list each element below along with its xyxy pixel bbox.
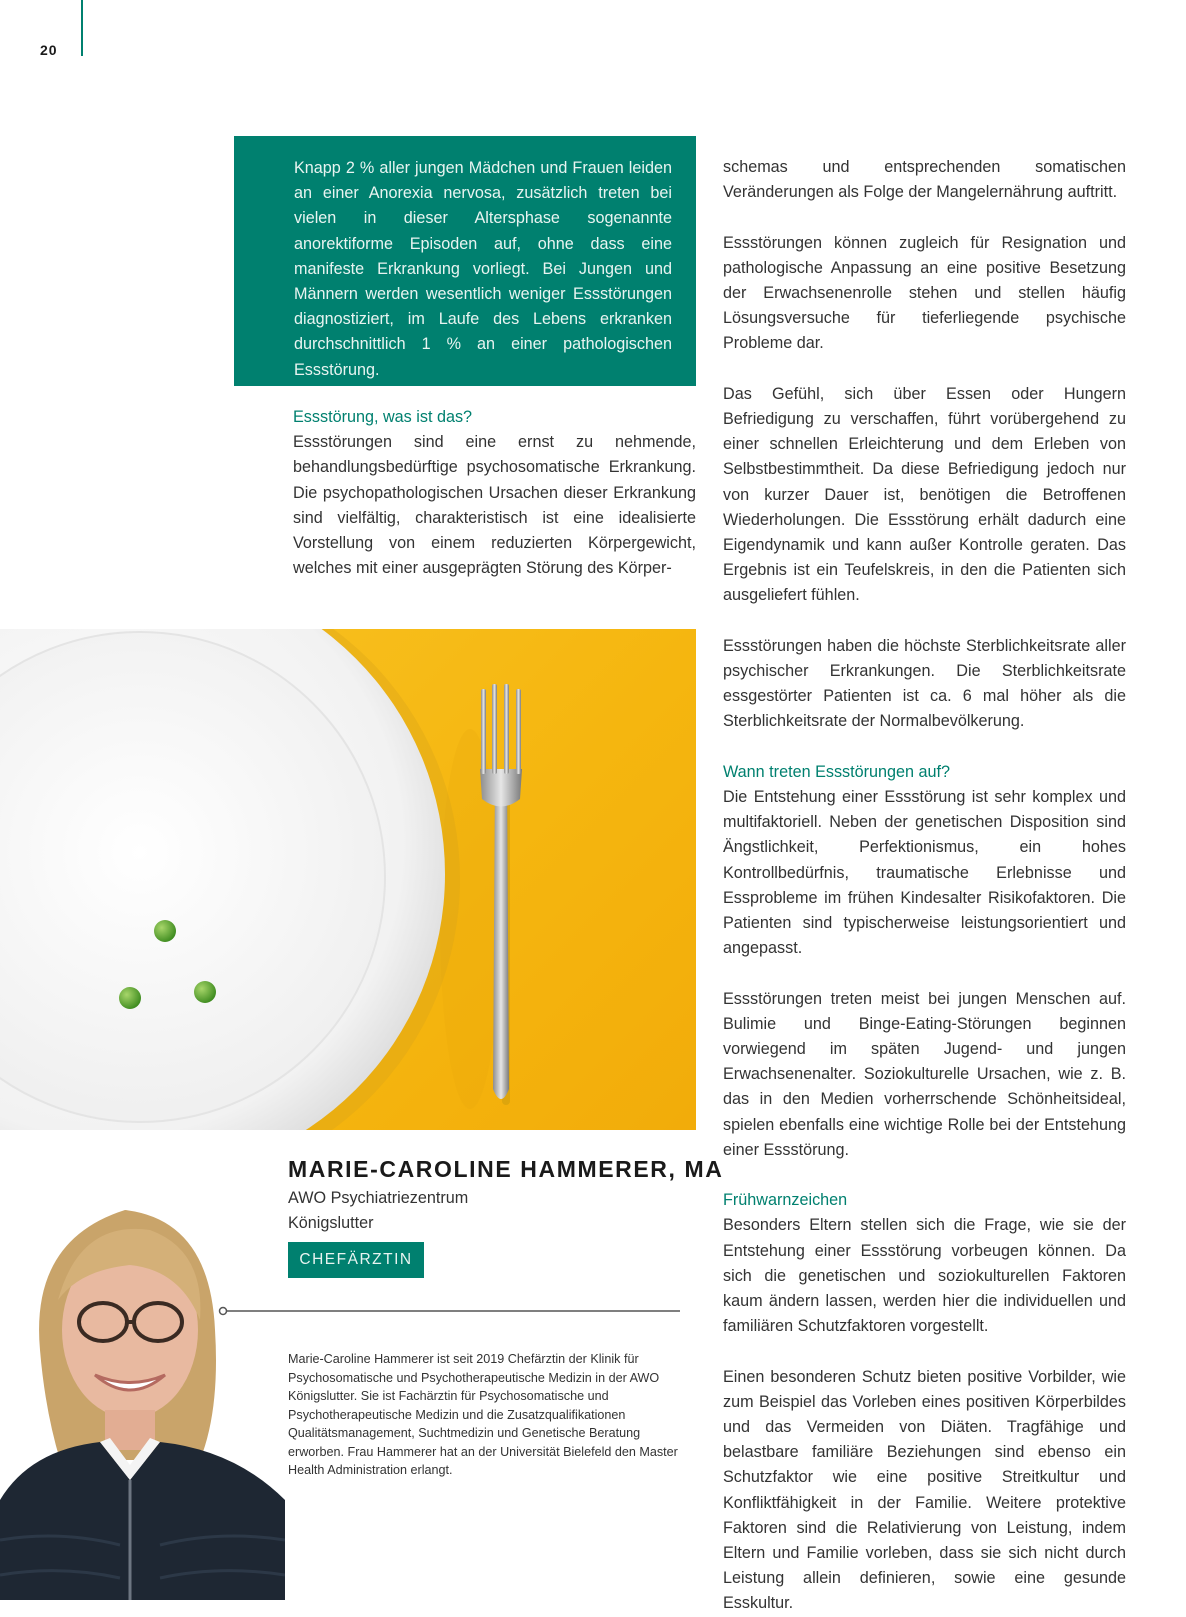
paragraph-7: Besonders Eltern stellen sich die Frage, wie sie der Entstehung einer Essstörung vorbeugen können. Da sich die genetischen und soziokulturellen Faktoren kaum ändern lassen, werden hier die individuellen und familiären Schutzfaktoren vorgestellt. [723,1216,1126,1336]
page-number: 20 [40,42,58,58]
author-organization [288,1186,468,1236]
portrait-illustration [0,1180,285,1600]
paragraph-4: Essstörungen haben die höchste Sterblichkeitsrate aller psychischer Erkrankungen. Die Sterblichkeitsrate essgestörter Patienten ist ca. 6 mal höher als die Sterblichkeitsrate der Normalbevölkerung. [723,636,1126,731]
plate-fork-illustration [0,629,696,1130]
paragraph-5: Die Entstehung einer Essstörung ist sehr komplex und multifaktoriell. Neben der genetischen Disposition sind Ängstlichkeit, Perfektionismus, ein hohes Kontrollbedürfnis, traumatische Erlebnisse und Essprobleme im frühen Kindesalter Risikofaktoren. Die Patienten sind typischerweise leistungsorientiert und angepasst. [723,788,1126,958]
author-org-line1: AWO Psychiatriezentrum [288,1189,469,1207]
author-org-line2: Königslutter [288,1214,374,1233]
page-number-rule [81,0,83,56]
left-column [293,405,696,581]
intro-text: Knapp 2 % aller jungen Mädchen und Frauen leiden an einer Anorexia nervosa, zusätzlich treten bei vielen in dieser Altersphase sogenannte anorektiforme Episoden auf, ohne dass eine manifeste Erkrankung vorliegt. Bei Jungen und Männern werden wesentlich weniger Essstörungen diagnostiziert, im Laufe des Lebens erkranken durchschnittlich 1 % an einer pathologischen Essstörung. [294,159,672,379]
paragraph-3: Das Gefühl, sich über Essen oder Hungern Befriedigung zu verschaffen, führt vorübergehend zu einer schnellen Erleichterung und dem Erleben von Selbstbestimmtheit. Da diese Befriedigung jedoch nur von kurzer Dauer ist, benötigen die Betroffenen Wiederholungen. Die Essstörung erhält dadurch eine Eigendynamik und kann außer Kontrolle geraten. Das Ergebnis ist ein Teufelskreis, in den die Patienten sich ausgeliefert fühlen. [723,384,1126,605]
paragraph-2: Essstörungen können zugleich für Resignation und pathologische Anpassung an eine positive Besetzung der Erwachsenenrolle stehen und stellen häufig Lösungsversuche für tieferliegende psychische Probleme dar. [723,233,1126,353]
section-heading-warning-signs: Frühwarnzeichen [723,1191,848,1210]
section-heading-when: Wann treten Essstörungen auf? [723,762,951,781]
paragraph-1: schemas und entsprechenden somatischen Veränderungen als Folge der Mangelernährung auftritt. [723,158,1126,202]
author-name: MARIE-CAROLINE HAMMERER, MA [288,1156,724,1182]
section-heading-what-is: Essstörung, was ist das? [293,408,473,426]
paragraph-8: Einen besonderen Schutz bieten positive Vorbilder, wie zum Beispiel das Vorleben eines positiven Körperbildes und das Vermeiden von Diäten. Tragfähige und belastbare familiäre Beziehungen sind ebenso ein Schutzfaktor wie eine positive Streitkultur und Konfliktfähigkeit in der Familie. Weitere protektive Faktoren sind die Relativierung von Leistung, indem Eltern und Familie vorleben, dass sie sich nicht durch Leistung allein definieren, sowie eine gesunde Esskultur. [723,1367,1126,1613]
role-badge: CHEFÄRZTIN [288,1242,424,1278]
plate-photo [0,629,696,1130]
paragraph-6: Essstörungen treten meist bei jungen Menschen auf. Bulimie und Binge-Eating-Störungen beginnen vorwiegend im späten Jugend- und jungen Erwachsenenalter. Soziokulturelle Ursachen, wie z. B. das in den Medien vorherrschende Schönheitsideal, spielen ebenfalls eine wichtige Rolle bei der Entstehung einer Essstörung. [723,989,1126,1159]
section-paragraph: Essstörungen sind eine ernst zu nehmende, behandlungsbedürftige psychosomatische Erkrankung. Die psychopathologischen Ursachen dieser Erkrankung sind vielfältig, charakteristisch ist eine idealisierte Vorstellung von einem reduzierten Körpergewicht, welches mit einer ausgeprägten Störung des Körper- [293,433,696,578]
author-portrait [0,1180,285,1600]
divider-line [218,1306,680,1316]
intro-box [234,136,696,386]
author-bio: Marie-Caroline Hammerer ist seit 2019 Chefärztin der Klinik für Psychosomatische und Psychotherapeutische Medizin in der AWO Königslutter. Sie ist Fachärztin für Psychosomatische und Psychotherapeutische Medizin und die Zusatzqualifikationen Qualitätsmanagement, Suchtmedizin und Genetische Beratung erworben. Frau Hammerer hat an der Universität Bielefeld den Master Health Administration erlangt. [288,1352,678,1477]
right-column [723,155,1126,1617]
